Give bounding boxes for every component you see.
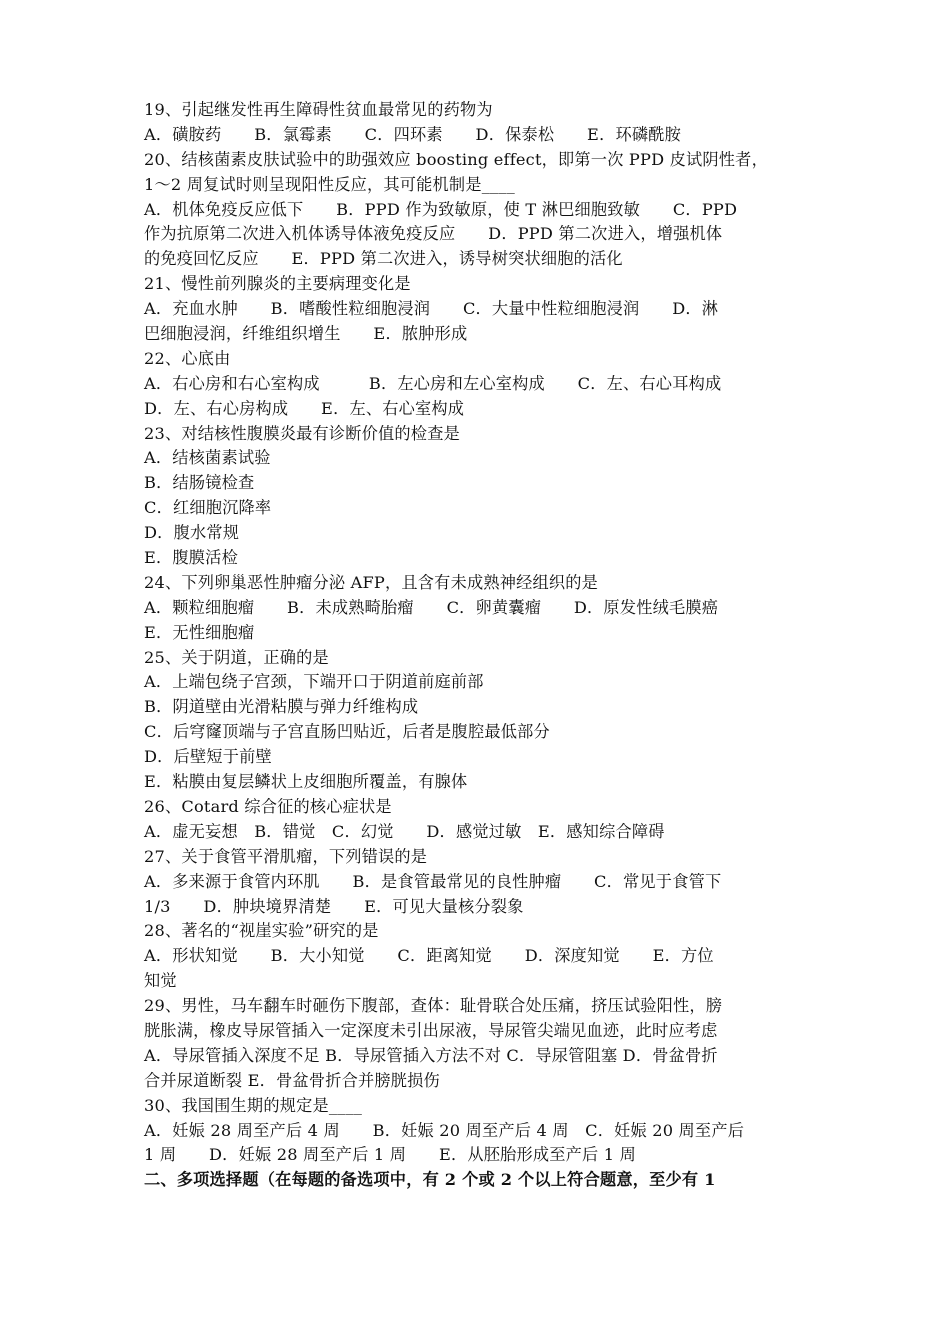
text-line: A．右心房和右心室构成 B．左心房和左心室构成 C．左、右心耳构成 [144,373,722,393]
text-line: A．导尿管插入深度不足 B．导尿管插入方法不对 C．导尿管阻塞 D．骨盆骨折 [144,1045,718,1065]
text-line: A．多来源于食管内环肌 B．是食管最常见的良性肿瘤 C．常见于食管下 [144,871,722,891]
text-line: D．后壁短于前壁 [144,747,272,767]
text-line: 21、慢性前列腺炎的主要病理变化是 [144,274,411,294]
text-line: A．机体免疫反应低下 B．PPD 作为致敏原，使 T 淋巴细胞致敏 C．PPD [144,199,738,219]
text-line: 29、男性，马车翻车时砸伤下腹部，查体：耻骨联合处压痛，挤压试验阳性，膀 [144,996,723,1016]
text-line: A．形状知觉 B．大小知觉 C．距离知觉 D．深度知觉 E．方位 [144,946,714,966]
text-line: 25、关于阴道，正确的是 [144,647,329,667]
text-line: 19、引起继发性再生障碍性贫血最常见的药物为 [144,100,493,119]
text-line: B．结肠镜检查 [144,473,255,493]
text-line: 作为抗原第二次进入机体诱导体液免疫反应 D．PPD 第二次进入，增强机体 [144,224,723,244]
text-line: E．粘膜由复层鳞状上皮细胞所覆盖，有腺体 [144,772,468,792]
text-line: A．颗粒细胞瘤 B．未成熟畸胎瘤 C．卵黄囊瘤 D．原发性绒毛膜癌 [144,597,719,617]
text-line: 30、我国围生期的规定是____ [144,1095,363,1115]
text-line: A．妊娠 28 周至产后 4 周 B．妊娠 20 周至产后 4 周 C．妊娠 20 周至产后 [144,1120,745,1140]
text-line: A．上端包绕子宫颈，下端开口于阴道前庭前部 [144,672,484,692]
text-line: 合并尿道断裂 E．骨盆骨折合并膀胱损伤 [144,1070,440,1090]
text-line: 1/3 D．肿块境界清楚 E．可见大量核分裂象 [144,896,524,916]
section-heading: 二、多项选择题（在每题的备选项中，有 2 个或 2 个以上符合题意，至少有 1 [144,1170,716,1190]
text-line: A．结核菌素试验 [144,448,271,468]
text-line: C．后穹窿顶端与子宫直肠凹贴近，后者是腹腔最低部分 [144,722,550,742]
text-line: 20、结核菌素皮肤试验中的助强效应 boosting effect，即第一次 PPD 皮试阴性者， [144,149,768,169]
text-line: 胱胀满，橡皮导尿管插入一定深度未引出尿液，导尿管尖端见血迹，此时应考虑 [144,1020,718,1040]
text-line: E．无性细胞瘤 [144,622,255,642]
text-line: 24、下列卵巢恶性肿瘤分泌 AFP，且含有未成熟神经组织的是 [144,572,599,592]
text-line: 的免疫回忆反应 E．PPD 第二次进入，诱导树突状细胞的活化 [144,249,623,269]
text-line: B．阴道壁由光滑粘膜与弹力纤维构成 [144,697,419,717]
text-line: E．腹膜活检 [144,548,238,568]
text-line: C．红细胞沉降率 [144,498,272,518]
text-line: A．虚无妄想 B．错觉 C．幻觉 D．感觉过敏 E．感知综合障碍 [144,821,665,841]
text-line: D．腹水常规 [144,523,240,543]
text-line: D．左、右心房构成 E．左、右心室构成 [144,398,465,418]
text-line: 28、著名的“视崖实验”研究的是 [144,921,379,941]
text-line: 1 周 D．妊娠 28 周至产后 1 周 E．从胚胎形成至产后 1 周 [144,1145,637,1165]
text-line: 1～2 周复试时则呈现阳性反应，其可能机制是____ [144,174,515,194]
text-line: 22、心底由 [144,348,231,368]
text-line: A．磺胺药 B．氯霉素 C．四环素 D．保泰松 E．环磷酰胺 [144,124,682,144]
text-line: 巴细胞浸润，纤维组织增生 E．脓肿形成 [144,324,468,344]
text-line: 23、对结核性腹膜炎最有诊断价值的检查是 [144,423,460,443]
text-line: 27、关于食管平滑肌瘤，下列错误的是 [144,846,428,866]
text-line: 26、Cotard 综合征的核心症状是 [144,796,392,816]
text-line: 知觉 [144,971,177,991]
text-line: A．充血水肿 B．嗜酸性粒细胞浸润 C．大量中性粒细胞浸润 D．淋 [144,299,719,319]
